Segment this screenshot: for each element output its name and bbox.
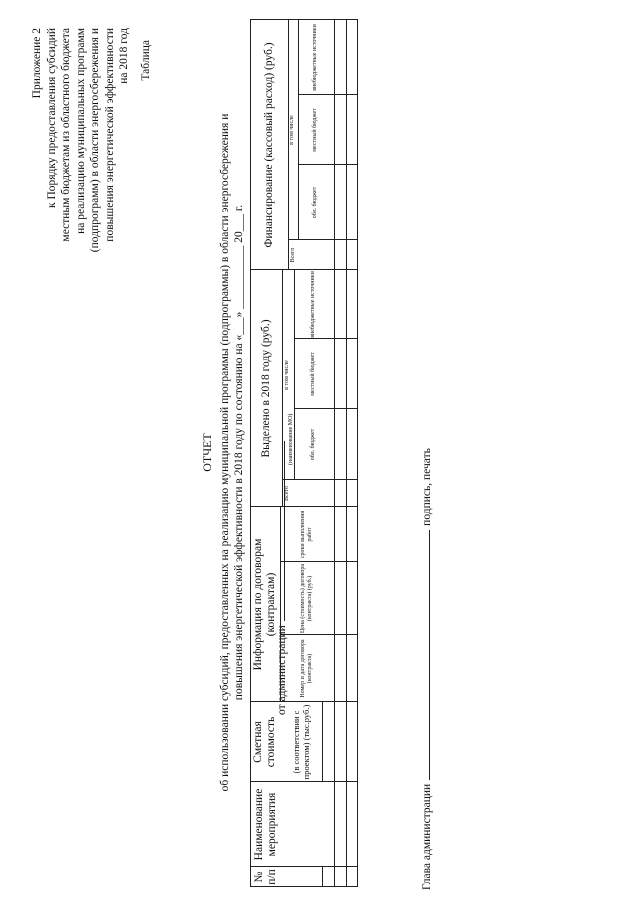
header-allocated-including: в том числе <box>284 360 291 390</box>
appendix-line: повышения энергетической эффективности <box>103 28 116 242</box>
subtitle-line: повышения энергетической эффективности в 2018 году по состоянию на «___» ___________ 20___ г. <box>233 204 245 701</box>
header-cost-title: Сметная стоимость <box>252 716 277 768</box>
appendix-line: местным бюджетам из областного бюджета <box>60 28 72 242</box>
report-subtitle <box>218 0 246 905</box>
header-contracts-group: Информация по договорам (контрактам) <box>252 538 277 671</box>
from-label: от администрации <box>276 625 288 715</box>
signature-blank-line <box>420 530 430 780</box>
report-title: ОТЧЕТ <box>200 433 214 472</box>
appendix-line: на 2018 год <box>118 28 130 84</box>
header-contract-number: Номер и дата договора (контракта) <box>299 639 313 698</box>
header-contract-price: Цена (стоимость) договора (контракта) (руб.) <box>299 563 313 634</box>
head-label: Глава администрации <box>421 783 433 890</box>
appendix-line: (подпрограмм) в области энергосбережения и <box>89 28 101 253</box>
from-note: (наименование МО) <box>288 413 294 465</box>
header-allocated-group: Выделено в 2018 году (руб.) <box>259 319 272 458</box>
appendix-line: на реализацию муниципальных программ <box>74 28 87 234</box>
header-allocated-total: Всего <box>284 486 290 501</box>
header-allocated-extrabudget: внебюджетные источники <box>310 271 317 338</box>
report-table <box>250 19 358 887</box>
appendix-line: Приложение 2 <box>31 28 43 99</box>
subtitle-line: об использовании субсидий, предоставленных на реализацию муниципальной программы (подпрограммы) в области энергосбережения и <box>219 113 231 792</box>
header-financing-local: местный бюджет <box>312 108 319 152</box>
table-row <box>334 19 346 887</box>
appendix-line: к Порядку предоставления субсидий <box>45 28 58 208</box>
header-financing-group: Финансирование (кассовый расход) (руб.) <box>262 42 275 248</box>
header-financing-regional: обл. бюджет <box>312 186 319 219</box>
header-cost-note: (в соответствии с проектом) (тыс.руб.) <box>291 704 311 780</box>
header-allocated-regional: обл. бюджет <box>310 428 317 461</box>
header-financing-total: Всего <box>290 247 296 263</box>
header-allocated-local: местный бюджет <box>310 352 317 396</box>
signature-line <box>420 448 433 890</box>
header-number: № п/п <box>253 869 278 885</box>
header-financing-including: в том числе <box>289 115 296 145</box>
table-row <box>346 19 358 887</box>
appendix-block <box>30 28 132 252</box>
header-contract-terms: сроки выполнения работ <box>299 510 313 559</box>
stamp-label: подпись, печать <box>421 448 433 526</box>
header-financing-extrabudget: внебюджетные источники <box>312 24 319 91</box>
header-event-name: Наименование мероприятия <box>253 788 278 861</box>
table-caption: Таблица <box>140 40 152 81</box>
